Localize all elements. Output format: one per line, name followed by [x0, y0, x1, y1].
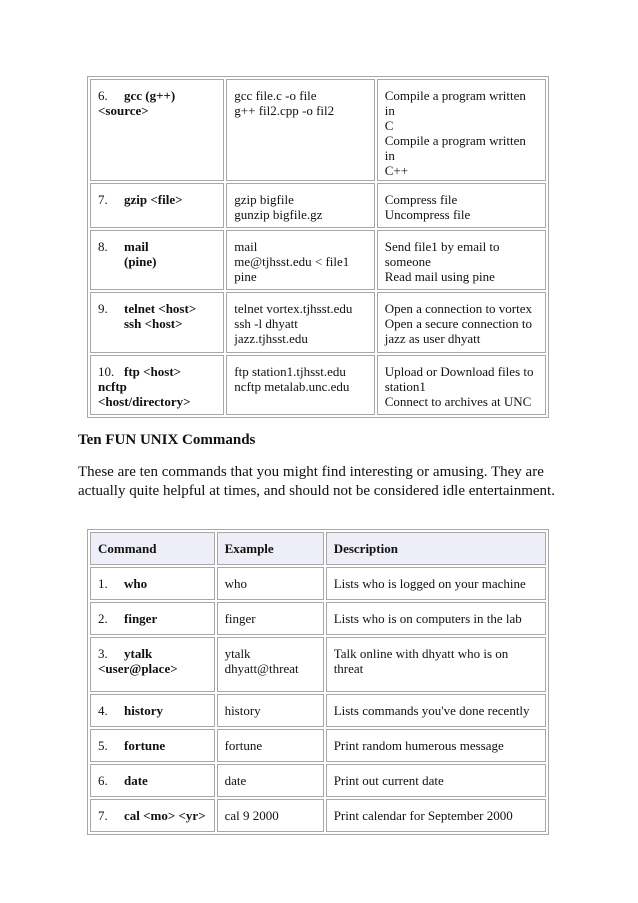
description-cell: Print random humerous message [326, 729, 546, 762]
example-text: ssh -l dhyatt [234, 316, 298, 331]
example-text: mail [234, 239, 258, 254]
command-name: finger [124, 611, 158, 626]
table-row [90, 729, 546, 762]
table-row [90, 230, 546, 290]
command-name: <user@place> [98, 661, 178, 676]
description-cell: Print out current date [326, 764, 546, 797]
table-row [90, 79, 546, 181]
example-text: gunzip bigfile.gz [234, 207, 323, 222]
command-name: <host/directory> [98, 394, 191, 409]
table-row [90, 764, 546, 797]
command-cell [90, 729, 215, 762]
table-row [90, 355, 546, 415]
command-name: date [124, 773, 148, 788]
example-cell: date [217, 764, 324, 797]
example-text: gzip bigfile [234, 192, 294, 207]
description-text: Connect to archives at UNC [384, 394, 532, 409]
example-text: me@tjhsst.edu < file1 [234, 254, 350, 269]
example-text: gcc file.c -o file [234, 88, 317, 103]
description-text: someone [384, 254, 431, 269]
table-row [90, 183, 546, 228]
row-number: 4. [98, 703, 108, 718]
command-name: <source> [98, 103, 149, 118]
description-cell [377, 183, 546, 228]
description-cell [377, 292, 546, 353]
example-cell [226, 183, 374, 228]
section-heading: Ten FUN UNIX Commands [78, 432, 256, 448]
example-text: ncftp metalab.unc.edu [234, 379, 350, 394]
example-cell [217, 637, 324, 692]
example-text: ytalk [224, 646, 251, 661]
row-number: 7. [98, 192, 108, 207]
row-number: 6. [98, 773, 108, 788]
command-cell [90, 602, 215, 635]
row-number: 9. [98, 301, 108, 316]
command-cell [90, 694, 215, 727]
command-name: telnet <host> [124, 301, 197, 316]
description-text: C [384, 118, 394, 133]
section-intro: These are ten commands that you might find interesting or amusing. They are actually quite helpful at times, and should not be considered idle entertainment. [78, 464, 555, 499]
command-name: fortune [124, 738, 166, 753]
command-name: cal <mo> <yr> [124, 808, 206, 823]
description-text: Compile a program written in [384, 88, 526, 118]
description-text: Compile a program written in [384, 133, 526, 163]
command-cell [90, 183, 224, 228]
description-cell: Lists who is logged on your machine [326, 567, 546, 600]
table-row [90, 567, 546, 600]
table-header-row [90, 532, 546, 565]
fun-commands-table [87, 529, 549, 835]
description-text: Open a connection to vortex [384, 301, 533, 316]
command-name: ftp <host> [124, 364, 182, 379]
command-cell [90, 355, 224, 415]
table-row [90, 694, 546, 727]
example-cell: history [217, 694, 324, 727]
column-header-description: Description [326, 532, 546, 565]
example-cell: finger [217, 602, 324, 635]
example-cell [226, 230, 374, 290]
example-cell [226, 292, 374, 353]
command-cell [90, 637, 215, 692]
description-cell [377, 79, 546, 181]
command-name: mail [124, 239, 149, 254]
column-header-command: Command [90, 532, 215, 565]
row-number: 6. [98, 88, 108, 103]
description-cell: Lists who is on computers in the lab [326, 602, 546, 635]
command-cell [90, 764, 215, 797]
row-number: 5. [98, 738, 108, 753]
example-cell: who [217, 567, 324, 600]
example-text: jazz.tjhsst.edu [234, 331, 308, 346]
description-text: Send file1 by email to [384, 239, 500, 254]
example-text: telnet vortex.tjhsst.edu [234, 301, 353, 316]
command-name: history [124, 703, 163, 718]
command-table-continued [87, 76, 549, 418]
command-cell [90, 292, 224, 353]
description-cell [377, 355, 546, 415]
table-row [90, 292, 546, 353]
example-cell [226, 355, 374, 415]
row-number: 7. [98, 808, 108, 823]
row-number: 3. [98, 646, 108, 661]
row-number: 1. [98, 576, 108, 591]
row-number: 8. [98, 239, 108, 254]
example-cell [226, 79, 374, 181]
description-text: C++ [384, 163, 409, 178]
row-number: 10. [98, 364, 115, 379]
command-cell [90, 79, 224, 181]
column-header-example: Example [217, 532, 324, 565]
command-name: ytalk [124, 646, 153, 661]
example-cell: fortune [217, 729, 324, 762]
command-name: ssh <host> [124, 316, 183, 331]
description-text: jazz as user dhyatt [384, 331, 481, 346]
description-text: Upload or Download files to [384, 364, 534, 379]
example-cell: cal 9 2000 [217, 799, 324, 832]
description-text: Read mail using pine [384, 269, 495, 284]
command-cell [90, 230, 224, 290]
table-row [90, 602, 546, 635]
command-name: ncftp [98, 379, 127, 394]
example-text: g++ fil2.cpp -o fil2 [234, 103, 335, 118]
command-name: who [124, 576, 148, 591]
description-cell [377, 230, 546, 290]
table-row [90, 799, 546, 832]
command-name: gzip <file> [124, 192, 183, 207]
description-text: Open a secure connection to [384, 316, 533, 331]
command-name: gcc (g++) [124, 88, 176, 103]
table-row [90, 637, 546, 692]
description-text: station1 [384, 379, 426, 394]
description-text: Uncompress file [384, 207, 471, 222]
description-text: Compress file [384, 192, 458, 207]
command-cell [90, 567, 215, 600]
description-cell: Print calendar for September 2000 [326, 799, 546, 832]
command-cell [90, 799, 215, 832]
description-cell: Talk online with dhyatt who is on threat [326, 637, 546, 692]
example-text: pine [234, 269, 257, 284]
description-cell: Lists commands you've done recently [326, 694, 546, 727]
example-text: dhyatt@threat [224, 661, 299, 676]
row-number: 2. [98, 611, 108, 626]
example-text: ftp station1.tjhsst.edu [234, 364, 346, 379]
command-name: (pine) [124, 254, 157, 269]
